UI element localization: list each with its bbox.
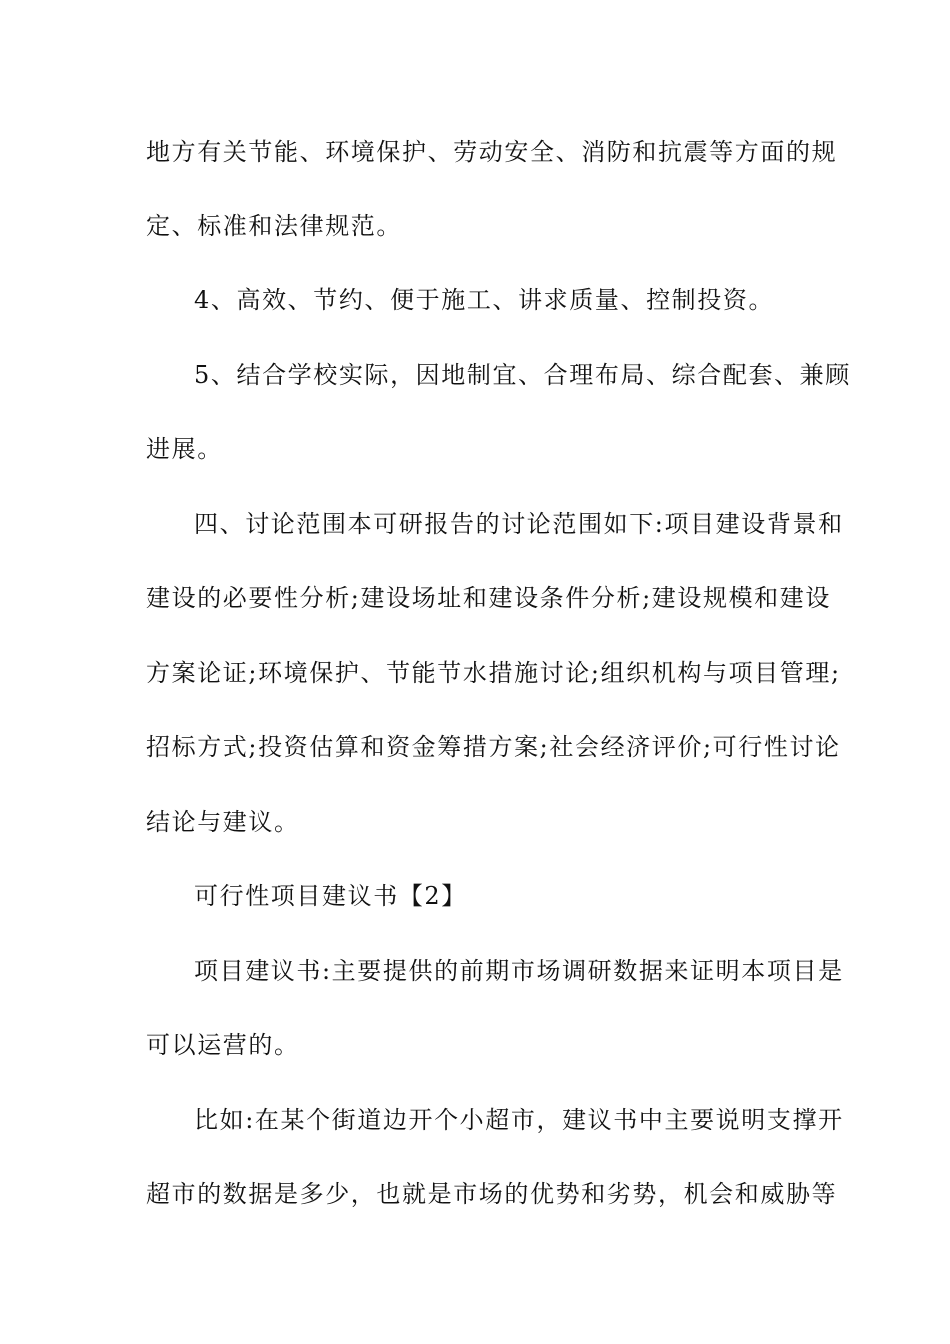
- text-line: 四、讨论范围本可研报告的讨论范围如下:项目建设背景和: [194, 510, 844, 538]
- text-line: 5、结合学校实际，因地制宜、合理布局、综合配套、兼顾: [194, 361, 851, 389]
- text-line: 地方有关节能、环境保护、劳动安全、消防和抗震等方面的规: [146, 138, 838, 166]
- text-line: 招标方式;投资估算和资金筹措方案;社会经济评价;可行性讨论: [146, 733, 841, 761]
- text-line: 超市的数据是多少，也就是市场的优势和劣势，机会和威胁等: [146, 1180, 838, 1208]
- text-line: 定、标准和法律规范。: [146, 212, 402, 240]
- text-line: 项目建议书:主要提供的前期市场调研数据来证明本项目是: [194, 957, 844, 985]
- section-heading: 可行性项目建议书【2】: [194, 882, 467, 910]
- text-line: 结论与建议。: [146, 808, 300, 836]
- text-line: 进展。: [146, 435, 223, 463]
- text-line: 4、高效、节约、便于施工、讲求质量、控制投资。: [194, 286, 775, 314]
- text-line: 方案论证;环境保护、节能节水措施讨论;组织机构与项目管理;: [146, 659, 841, 687]
- text-line: 可以运营的。: [146, 1031, 300, 1059]
- text-line: 建设的必要性分析;建设场址和建设条件分析;建设规模和建设: [146, 584, 831, 612]
- text-line: 比如:在某个街道边开个小超市，建议书中主要说明支撑开: [194, 1106, 844, 1134]
